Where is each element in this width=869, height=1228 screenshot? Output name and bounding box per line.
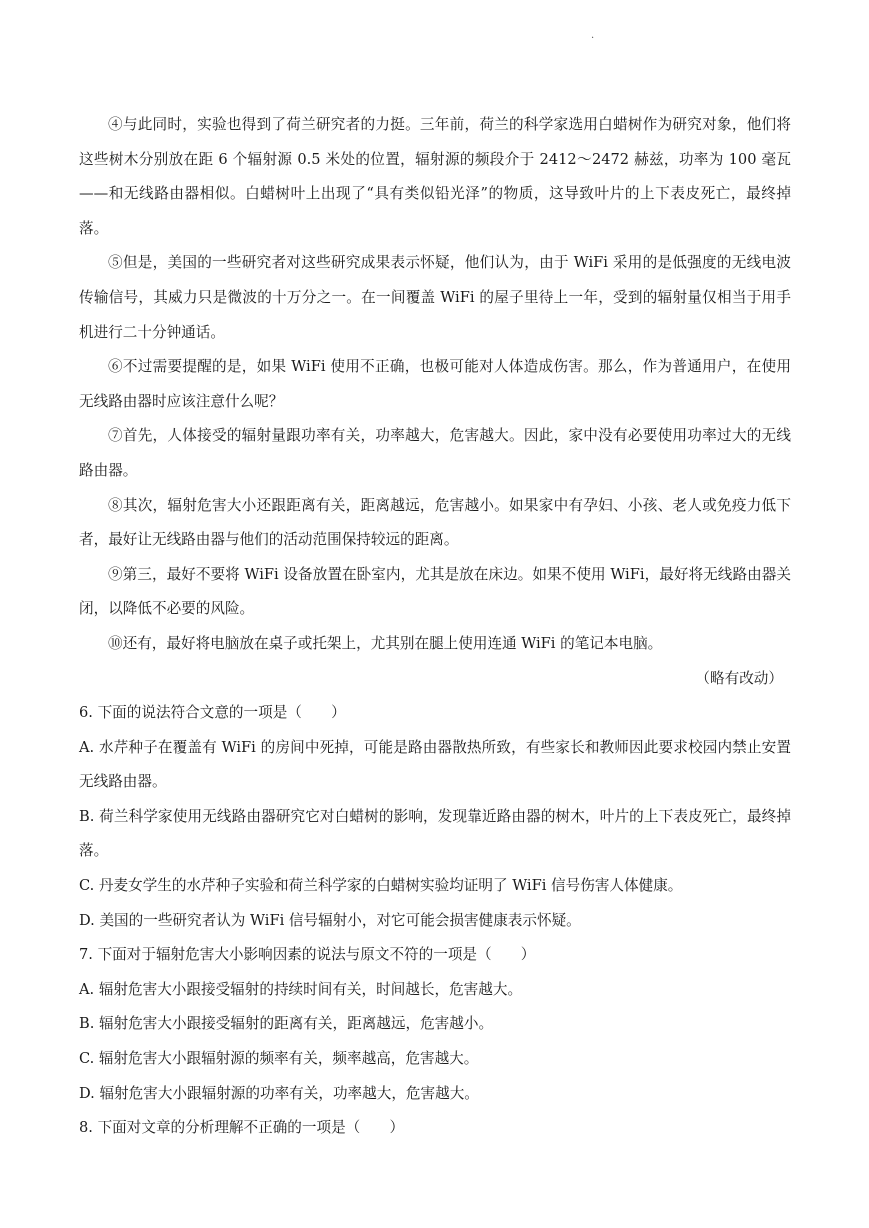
question-7-option-b: B. 辐射危害大小跟接受辐射的距离有关，距离越远，危害越小。 bbox=[79, 1015, 494, 1033]
paragraph-8: ⑧其次，辐射危害大小还跟距离有关，距离越远，危害越小。如果家中有孕妇、小孩、老人或免疫力低下者，最好让无线路由器与他们的活动范围保持较远的距离。 bbox=[79, 496, 791, 549]
header-dot: . bbox=[591, 30, 595, 41]
question-6-option-c: C. 丹麦女学生的水芹种子实验和荷兰科学家的白蜡树实验均证明了 WiFi 信号伤害人体健康。 bbox=[79, 877, 683, 895]
question-6-option-b: B. 荷兰科学家使用无线路由器研究它对白蜡树的影响，发现靠近路由器的树木，叶片的上下表皮死亡，最终掉落。 bbox=[79, 807, 791, 860]
question-7-option-c: C. 辐射危害大小跟辐射源的频率有关，频率越高，危害越大。 bbox=[79, 1050, 479, 1068]
question-8-stem: 8. 下面对文章的分析理解不正确的一项是（ ） bbox=[79, 1119, 405, 1137]
paragraph-5: ⑤但是，美国的一些研究者对这些研究成果表示怀疑，他们认为，由于 WiFi 采用的是低强度的无线电波传输信号，其威力只是微波的十万分之一。在一间覆盖 WiFi 的屋子里待上一年，受到的辐射量仅相当于用手机进行二十分钟通话。 bbox=[79, 254, 791, 341]
document-body bbox=[79, 108, 791, 1146]
paragraph-9: ⑨第三，最好不要将 WiFi 设备放置在卧室内，尤其是放在床边。如果不使用 WiFi，最好将无线路由器关闭，以降低不必要的风险。 bbox=[79, 565, 791, 618]
question-7-stem: 7. 下面对于辐射危害大小影响因素的说法与原文不符的一项是（ ） bbox=[79, 946, 536, 964]
paragraph-7: ⑦首先，人体接受的辐射量跟功率有关，功率越大，危害越大。因此，家中没有必要使用功率过大的无线路由器。 bbox=[79, 427, 791, 479]
question-6-option-d: D. 美国的一些研究者认为 WiFi 信号辐射小，对它可能会损害健康表示怀疑。 bbox=[79, 911, 581, 929]
paragraph-4: ④与此同时，实验也得到了荷兰研究者的力挺。三年前，荷兰的科学家选用白蜡树作为研究对象，他们将这些树木分别放在距 6 个辐射源 0.5 米处的位置，辐射源的频段介于 2412～2472 赫兹，功率为 100 毫瓦——和无线路由器相似。白蜡树叶上出现了“具有类似铅光泽”的物质，这导致叶片的上下表皮死亡，最终掉落。 bbox=[79, 116, 791, 237]
question-6-stem: 6. 下面的说法符合文意的一项是（ ） bbox=[79, 704, 346, 722]
paragraph-10: ⑩还有，最好将电脑放在桌子或托架上，尤其别在腿上使用连通 WiFi 的笔记本电脑。 bbox=[108, 634, 663, 652]
question-7-option-a: A. 辐射危害大小跟接受辐射的持续时间有关，时间越长，危害越大。 bbox=[79, 980, 523, 998]
source-note: （略有改动） bbox=[695, 669, 783, 687]
question-6-option-a: A. 水芹种子在覆盖有 WiFi 的房间中死掉，可能是路由器散热所致，有些家长和教师因此要求校园内禁止安置无线路由器。 bbox=[79, 738, 791, 791]
paragraph-6: ⑥不过需要提醒的是，如果 WiFi 使用不正确，也极可能对人体造成伤害。那么，作为普通用户，在使用无线路由器时应该注意什么呢？ bbox=[79, 358, 791, 410]
question-7-option-d: D. 辐射危害大小跟辐射源的功率有关，功率越大，危害越大。 bbox=[79, 1084, 479, 1102]
